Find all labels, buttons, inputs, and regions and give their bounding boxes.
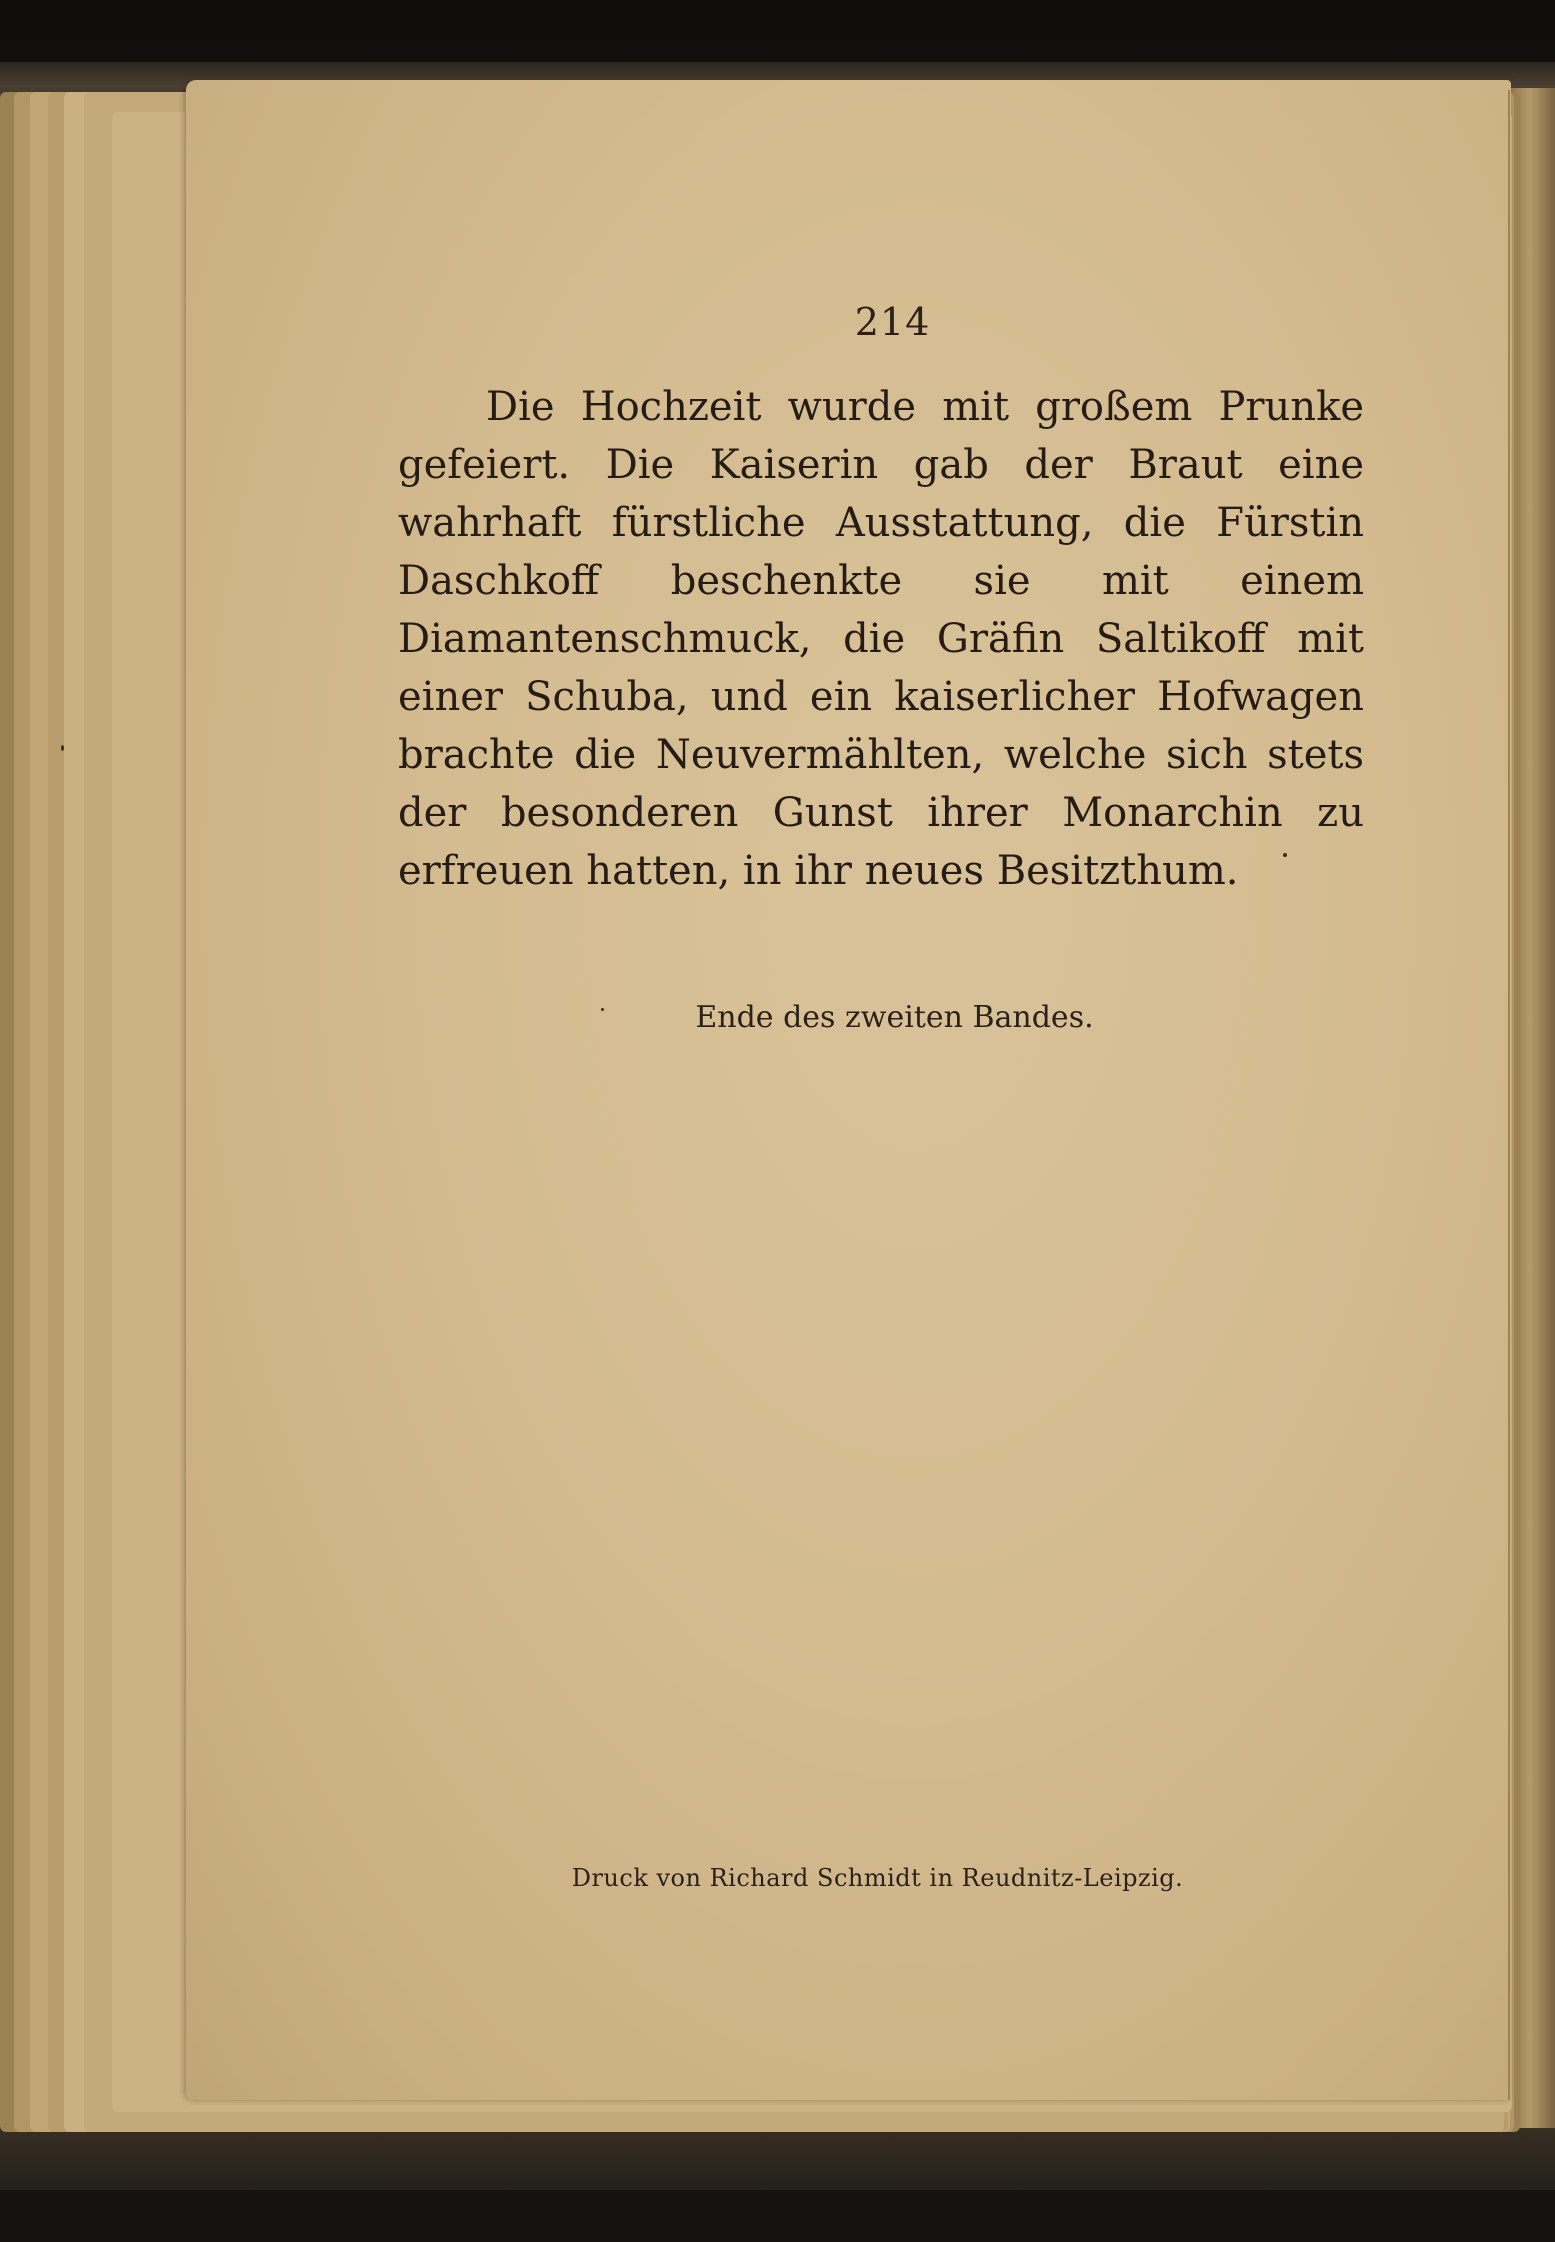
printer-imprint: Druck von Richard Schmidt in Reudnitz-Leipzig. (571, 1864, 1184, 1892)
page-gutter-line (1508, 90, 1510, 2100)
ink-speck (1283, 853, 1287, 857)
body-paragraph: Die Hochzeit wurde mit großem Prunke gefeiert. Die Kaiserin gab der Braut eine wahrhaft fürstliche Ausstattung, die Fürstin Daschkoff beschenkte sie mit einem Diamantenschmuck, die Gräfin Saltikoff mit einer Schuba, und ein kaiserlicher Hofwagen brachte die Neuvermählten, welche sich stets der besonderen Gunst ihrer Monarchin zu erfreuen hatten, in ihr neues Besitzthum. (398, 384, 1364, 894)
ink-speck (61, 745, 64, 751)
volume-end-note: Ende des zweiten Bandes. (695, 1000, 1094, 1035)
ink-speck (601, 1008, 604, 1011)
page-number: 214 (854, 300, 931, 344)
